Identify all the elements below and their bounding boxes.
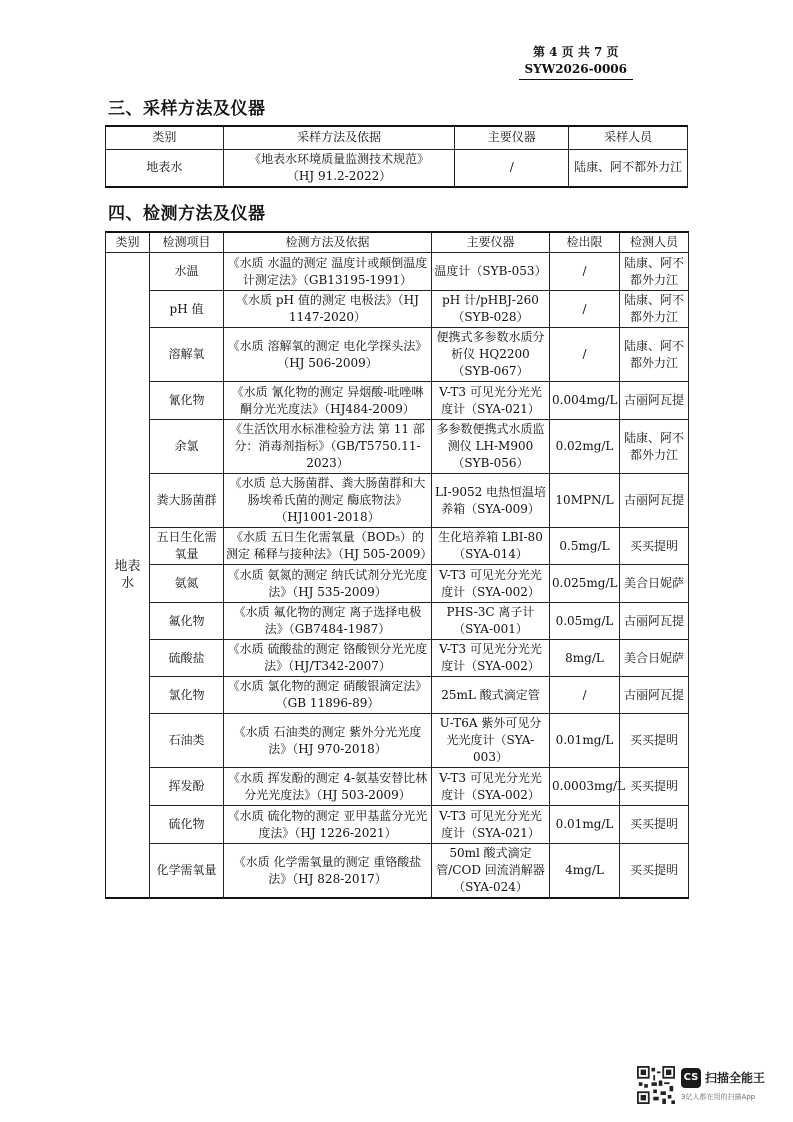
col-header-staff: 检测人员 — [620, 232, 689, 253]
method-cell: 《水质 pH 值的测定 电极法》（HJ 1147-2020） — [224, 291, 432, 328]
staff-cell: 买买提明 — [620, 844, 689, 899]
camscanner-logo: CS — [681, 1068, 701, 1088]
report-code: SYW2026-0006 — [519, 61, 634, 80]
staff-cell: 美合日妮萨 — [620, 640, 689, 677]
table-row — [106, 768, 689, 806]
staff-cell: 买买提明 — [620, 768, 689, 806]
method-cell: 《水质 化学需氧量的测定 重铬酸盐法》（HJ 828-2017） — [224, 844, 432, 899]
method-cell: 《水质 五日生化需氧量（BOD₅）的测定 稀释与接种法》（HJ 505-2009） — [224, 528, 432, 565]
method-cell: 《生活饮用水标准检验方法 第 11 部分：消毒剂指标》（GB/T5750.11-2023） — [224, 420, 432, 474]
item-cell: 化学需氧量 — [150, 844, 224, 899]
qr-code-icon — [637, 1066, 675, 1104]
page-header — [519, 44, 634, 80]
staff-cell: 美合日妮萨 — [620, 565, 689, 603]
item-cell: 硫化物 — [150, 806, 224, 844]
col-header-category: 类别 — [106, 126, 224, 149]
table-row — [106, 474, 689, 528]
limit-cell: 0.05mg/L — [550, 603, 620, 640]
col-header-method: 采样方法及依据 — [223, 126, 455, 149]
limit-cell: / — [550, 328, 620, 382]
limit-cell: / — [550, 677, 620, 714]
staff-cell: 陆康、阿不都外力江 — [620, 291, 689, 328]
table-row — [106, 382, 689, 420]
sampling-method — [223, 149, 455, 187]
instrument-cell: 多参数便携式水质监测仪 LH-M900（SYB-056） — [432, 420, 550, 474]
limit-cell: 0.025mg/L — [550, 565, 620, 603]
instrument-cell: U-T6A 紫外可见分光光度计（SYA-003） — [432, 714, 550, 768]
item-cell: 硫酸盐 — [150, 640, 224, 677]
staff-cell: 陆康、阿不都外力江 — [620, 328, 689, 382]
staff-cell: 买买提明 — [620, 806, 689, 844]
limit-cell: 4mg/L — [550, 844, 620, 899]
method-cell: 《水质 氯化物的测定 硝酸银滴定法》（GB 11896-89） — [224, 677, 432, 714]
method-cell: 《水质 石油类的测定 紫外分光光度法》（HJ 970-2018） — [224, 714, 432, 768]
limit-cell: 0.5mg/L — [550, 528, 620, 565]
scanner-slogan: 3亿人都在用的扫描App — [681, 1093, 756, 1101]
page-info: 第 4 页 共 7 页 — [532, 45, 619, 59]
instrument-cell: V-T3 可见光分光光度计（SYA-002） — [432, 640, 550, 677]
staff-cell: 陆康、阿不都外力江 — [620, 420, 689, 474]
method-cell: 《水质 氨氮的测定 纳氏试剂分光光度法》（HJ 535-2009） — [224, 565, 432, 603]
table-row — [106, 149, 688, 187]
table-row — [106, 806, 689, 844]
section4-title: 四、检测方法及仪器 — [108, 204, 266, 224]
table-row — [106, 714, 689, 768]
method-cell: 《水质 氰化物的测定 异烟酸-吡唑啉酮分光光度法》（HJ484-2009） — [224, 382, 432, 420]
staff-cell: 古丽阿瓦提 — [620, 677, 689, 714]
item-cell: 氰化物 — [150, 382, 224, 420]
table-row — [106, 640, 689, 677]
limit-cell: / — [550, 253, 620, 291]
limit-cell: 0.02mg/L — [550, 420, 620, 474]
instrument-cell: V-T3 可见光分光光度计（SYA-002） — [432, 768, 550, 806]
sampling-method-line1: 《地表水环境质量监测技术规范》 — [249, 151, 430, 166]
staff-cell: 古丽阿瓦提 — [620, 603, 689, 640]
item-cell: 余氯 — [150, 420, 224, 474]
limit-cell: / — [550, 291, 620, 328]
table-row — [106, 603, 689, 640]
instrument-cell: LI-9052 电热恒温培养箱（SYA-009） — [432, 474, 550, 528]
staff-cell: 陆康、阿不都外力江 — [620, 253, 689, 291]
item-cell: 氯化物 — [150, 677, 224, 714]
method-cell: 《水质 挥发酚的测定 4-氨基安替比林分光光度法》（HJ 503-2009） — [224, 768, 432, 806]
section3-title: 三、采样方法及仪器 — [108, 99, 266, 119]
scanner-watermark — [637, 1064, 777, 1108]
sampling-instrument: / — [455, 149, 569, 187]
testing-table — [105, 231, 689, 899]
limit-cell: 0.01mg/L — [550, 806, 620, 844]
item-cell: 水温 — [150, 253, 224, 291]
category-cell: 地表水 — [106, 253, 150, 899]
item-cell: 五日生化需氧量 — [150, 528, 224, 565]
method-cell: 《水质 溶解氧的测定 电化学探头法》（HJ 506-2009） — [224, 328, 432, 382]
instrument-cell: 50ml 酸式滴定管/COD 回流消解器（SYA-024） — [432, 844, 550, 899]
sampling-table — [105, 125, 688, 188]
table-row — [106, 253, 689, 291]
method-cell: 《水质 硫化物的测定 亚甲基蓝分光光度法》（HJ 1226-2021） — [224, 806, 432, 844]
method-cell: 《水质 硫酸盐的测定 铬酸钡分光光度法》（HJ/T342-2007） — [224, 640, 432, 677]
item-cell: 粪大肠菌群 — [150, 474, 224, 528]
item-cell: pH 值 — [150, 291, 224, 328]
table-row — [106, 565, 689, 603]
method-cell: 《水质 总大肠菌群、粪大肠菌群和大肠埃希氏菌的测定 酶底物法》（HJ1001-2018） — [224, 474, 432, 528]
item-cell: 溶解氧 — [150, 328, 224, 382]
col-header-category: 类别 — [106, 232, 150, 253]
col-header-item: 检测项目 — [150, 232, 224, 253]
limit-cell: 8mg/L — [550, 640, 620, 677]
col-header-limit: 检出限 — [550, 232, 620, 253]
instrument-cell: pH 计/pHBJ-260（SYB-028） — [432, 291, 550, 328]
instrument-cell: PHS-3C 离子计（SYA-001） — [432, 603, 550, 640]
col-header-staff: 采样人员 — [569, 126, 688, 149]
sampling-method-line2: （HJ 91.2-2022） — [286, 168, 392, 183]
sampling-table-header — [106, 126, 688, 149]
testing-table-body — [106, 253, 689, 899]
limit-cell: 0.004mg/L — [550, 382, 620, 420]
sampling-category: 地表水 — [106, 149, 224, 187]
limit-cell: 10MPN/L — [550, 474, 620, 528]
item-cell: 氨氮 — [150, 565, 224, 603]
instrument-cell: 便携式多参数水质分析仪 HQ2200（SYB-067） — [432, 328, 550, 382]
instrument-cell: V-T3 可见光分光光度计（SYA-021） — [432, 382, 550, 420]
table-row — [106, 528, 689, 565]
instrument-cell: 生化培养箱 LBI-80（SYA-014） — [432, 528, 550, 565]
table-row — [106, 420, 689, 474]
table-row — [106, 328, 689, 382]
instrument-cell: 25mL 酸式滴定管 — [432, 677, 550, 714]
instrument-cell: V-T3 可见光分光光度计（SYA-002） — [432, 565, 550, 603]
staff-cell: 买买提明 — [620, 528, 689, 565]
instrument-cell: V-T3 可见光分光光度计（SYA-021） — [432, 806, 550, 844]
instrument-cell: 温度计（SYB-053） — [432, 253, 550, 291]
table-row — [106, 844, 689, 899]
testing-table-header — [106, 232, 689, 253]
table-row — [106, 291, 689, 328]
limit-cell: 0.01mg/L — [550, 714, 620, 768]
staff-cell: 古丽阿瓦提 — [620, 382, 689, 420]
table-row — [106, 677, 689, 714]
col-header-instrument: 主要仪器 — [432, 232, 550, 253]
sampling-staff: 陆康、阿不都外力江 — [569, 149, 688, 187]
item-cell: 石油类 — [150, 714, 224, 768]
scanner-app-name: 扫描全能王 — [705, 1071, 766, 1085]
staff-cell: 古丽阿瓦提 — [620, 474, 689, 528]
method-cell: 《水质 水温的测定 温度计或颠倒温度计测定法》（GB13195-1991） — [224, 253, 432, 291]
col-header-instrument: 主要仪器 — [455, 126, 569, 149]
col-header-method: 检测方法及依据 — [224, 232, 432, 253]
staff-cell: 买买提明 — [620, 714, 689, 768]
limit-cell: 0.0003mg/L — [550, 768, 620, 806]
item-cell: 挥发酚 — [150, 768, 224, 806]
method-cell: 《水质 氟化物的测定 离子选择电极法》（GB7484-1987） — [224, 603, 432, 640]
item-cell: 氟化物 — [150, 603, 224, 640]
